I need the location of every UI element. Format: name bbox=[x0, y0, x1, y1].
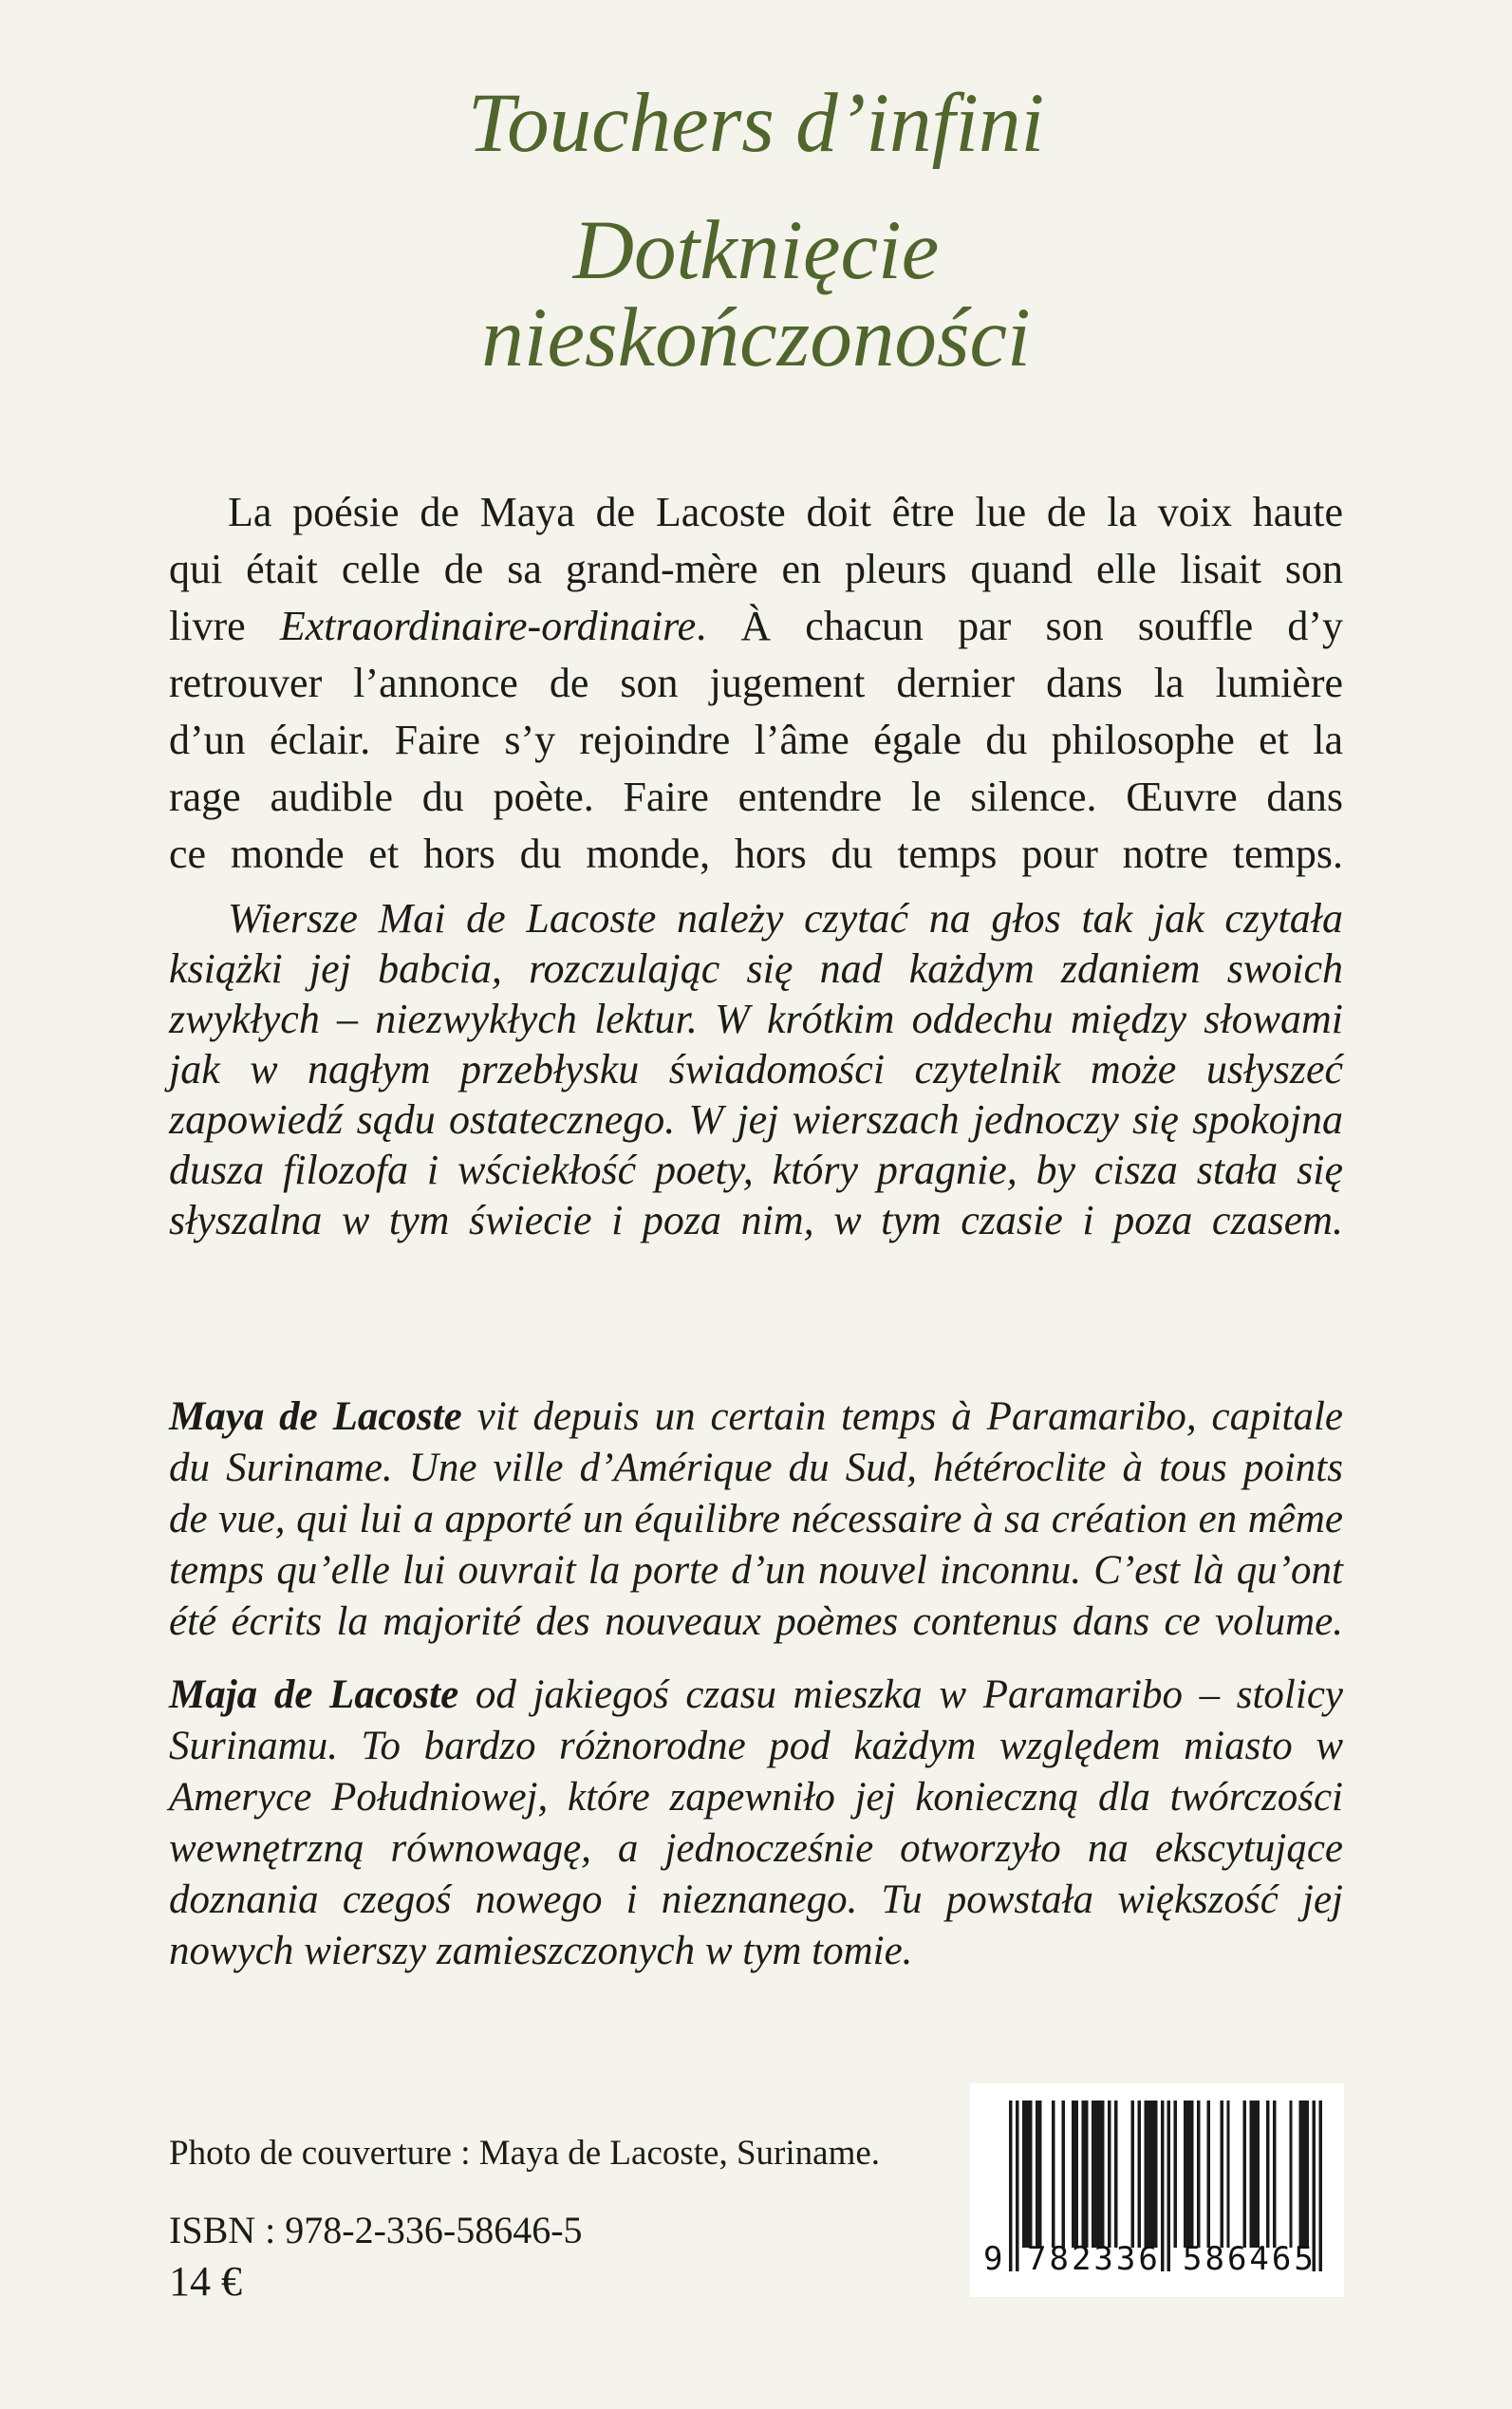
text-line: Surinamu. To bardzo różnorodne pod każdym względem miasto w bbox=[169, 1724, 1343, 1768]
barcode-digit-first: 9 bbox=[983, 2240, 1003, 2278]
text-line: été écrits la majorité des nouveaux poèmes contenus dans ce volume. bbox=[169, 1599, 1343, 1644]
intro-paragraph-polish bbox=[169, 893, 1343, 1245]
barcode-digits bbox=[970, 2240, 1344, 2286]
text-line: Wiersze Mai de Lacoste należy czytać na głos tak jak czytała bbox=[228, 895, 1343, 942]
text-line: słyszalna w tym świecie i poza nim, w tym czasie i poza czasem. bbox=[169, 1197, 1343, 1243]
text-line: nowych wierszy zamieszczonych w tym tomie. bbox=[169, 1929, 913, 1973]
barcode-digits-right: 586465 bbox=[1183, 2240, 1316, 2278]
text-line: zapowiedź sądu ostatecznego. W jej wierszach jednoczy się spokojna bbox=[169, 1096, 1343, 1143]
photo-credit: Photo de couverture : Maya de Lacoste, Suriname. bbox=[169, 2134, 881, 2173]
title-polish bbox=[0, 204, 1512, 384]
text-segment: vit depuis un certain temps à Paramaribo, capitale bbox=[461, 1394, 1343, 1439]
title-french: Touchers d’infini bbox=[467, 77, 1045, 170]
text-line: du Suriname. Une ville d’Amérique du Sud, hétéroclite à tous points bbox=[169, 1446, 1343, 1490]
text-line bbox=[169, 1670, 1343, 1721]
text-line bbox=[169, 1391, 1343, 1443]
title-polish-line2: nieskończoności bbox=[481, 291, 1031, 384]
text-line: La poésie de Maya de Lacoste doit être lue de la voix haute bbox=[228, 489, 1343, 535]
isbn: ISBN : 978-2-336-58646-5 bbox=[169, 2209, 583, 2251]
text-line: doznania czegoś nowego i nieznanego. Tu powstała większość jej bbox=[169, 1877, 1343, 1922]
text-segment: livre bbox=[169, 603, 280, 649]
intro-paragraph-french bbox=[169, 484, 1343, 883]
text-line: temps qu’elle lui ouvrait la porte d’un nouvel inconnu. C’est là qu’ont bbox=[169, 1548, 1343, 1593]
text-line: ce monde et hors du monde, hors du temps pour notre temps. bbox=[169, 831, 1343, 877]
text-segment: od jakiegoś czasu mieszka w Paramaribo – stolicy bbox=[458, 1672, 1343, 1717]
text-line: książki jej babcia, rozczulając się nad każdym zdaniem swoich bbox=[169, 945, 1343, 992]
price: 14 € bbox=[169, 2258, 242, 2305]
ean13-barcode bbox=[970, 2083, 1344, 2297]
text-line: dusza filozofa i wściekłość poety, który pragnie, by cisza stała się bbox=[169, 1147, 1343, 1193]
text-line: wewnętrzną równowagę, a jednocześnie otworzyło na ekscytujące bbox=[169, 1826, 1343, 1871]
text-line: jak w nagłym przebłysku świadomości czytelnik może usłyszeć bbox=[169, 1046, 1343, 1092]
text-line: zwykłych – niezwykłych lektur. W krótkim oddechu między słowami bbox=[169, 996, 1343, 1042]
barcode-digits-left: 782336 bbox=[1027, 2240, 1161, 2278]
text-line: de vue, qui lui a apporté un équilibre nécessaire à sa création en même bbox=[169, 1497, 1343, 1541]
bio-paragraph-french bbox=[169, 1391, 1343, 1648]
text-segment: Extraordinaire-ordinaire bbox=[279, 603, 697, 649]
title-polish-line1: Dotknięcie bbox=[572, 204, 940, 297]
text-line: Ameryce Południowej, które zapewniło jej konieczną dla twórczości bbox=[169, 1775, 1343, 1820]
text-line bbox=[169, 598, 1343, 655]
text-line: d’un éclair. Faire s’y rejoindre l’âme égale du philosophe et la bbox=[169, 717, 1343, 763]
text-line: retrouver l’annonce de son jugement dernier dans la lumière bbox=[169, 660, 1343, 706]
bio-paragraph-polish bbox=[169, 1670, 1343, 1977]
text-line: qui était celle de sa grand-mère en pleurs quand elle lisait son bbox=[169, 546, 1343, 592]
text-line: rage audible du poète. Faire entendre le silence. Œuvre dans bbox=[169, 774, 1343, 820]
text-segment: Maja de Lacoste bbox=[169, 1672, 459, 1717]
text-segment: Maya de Lacoste bbox=[169, 1394, 462, 1439]
text-segment: . À chacun par son souffle d’y bbox=[696, 603, 1343, 649]
